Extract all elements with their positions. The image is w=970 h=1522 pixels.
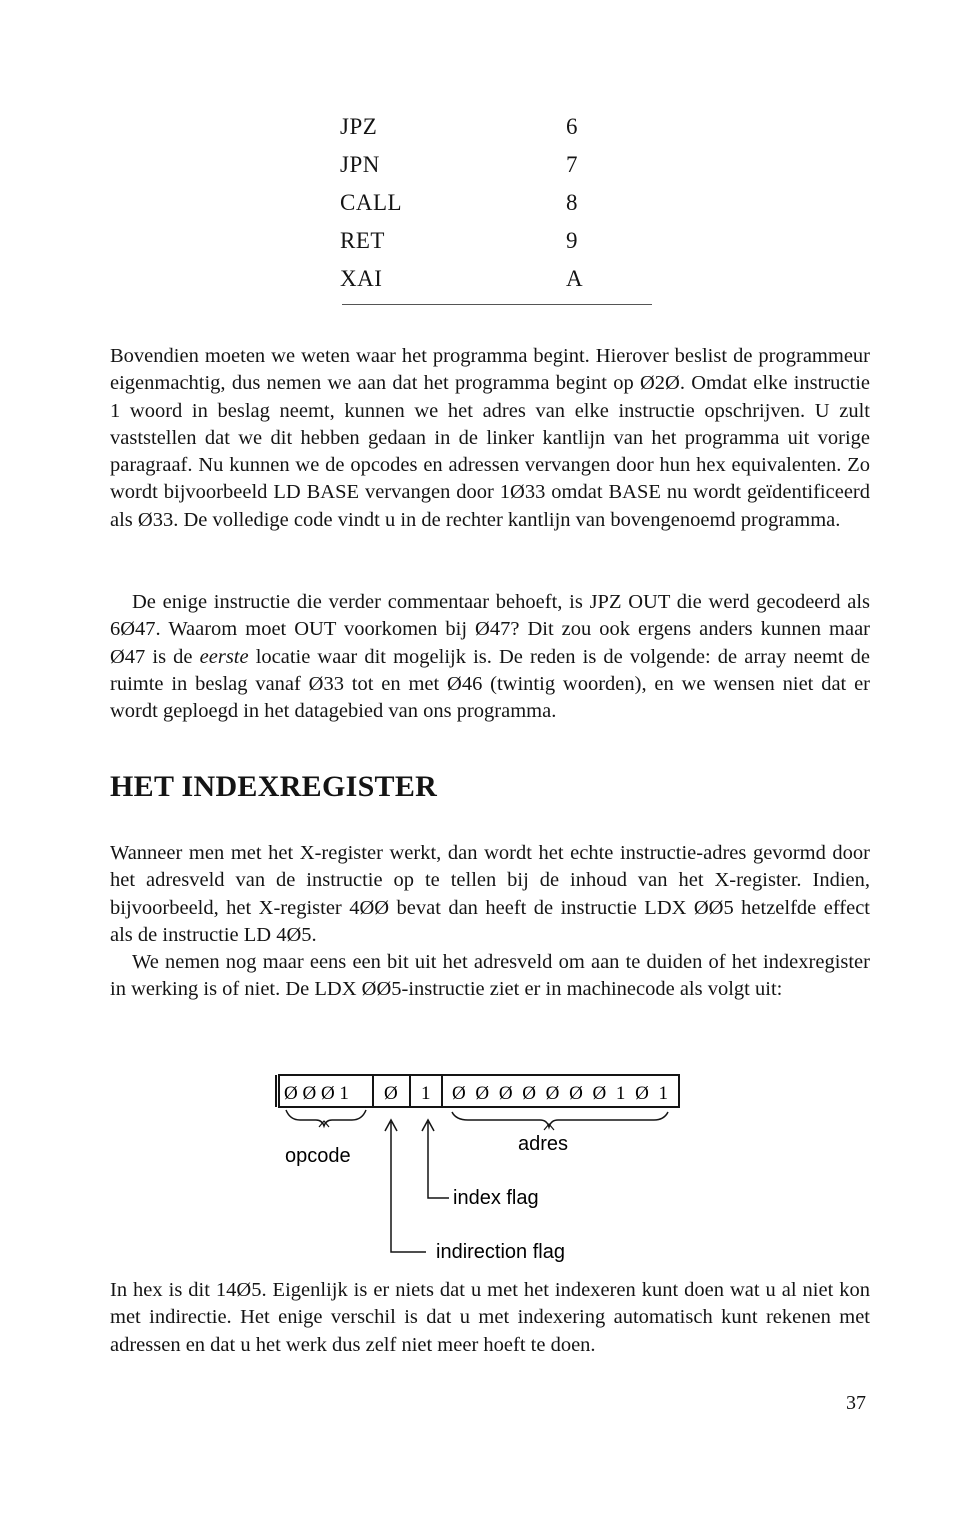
paragraph-text: De enige instructie die verder commentaar behoeft, is JPZ OUT die werd gecodeerd als 6Ø47. Waarom moet OUT voorkomen bij Ø47? Dit zou ook ergens anders kunnen maar Ø47 is de [110, 591, 870, 668]
word-box [279, 1075, 679, 1107]
hex-code-cell: 7 [566, 152, 578, 177]
opcode-arrow-icon [319, 1121, 329, 1127]
index-flag-pointer [428, 1122, 449, 1198]
paragraph-x-register: Wanneer men met het X-register werkt, dan wordt het echte instructie-adres gevormd door het adresveld van de instructie op te tellen bij de inhoud van het X-register. Indien, bijvoorbeeld, het X-register 4ØØ bevat dan heeft de instructie LDX ØØ5 hetzelfde effect als de instructie LD 4Ø5. [110, 842, 870, 946]
paragraph-ldx-instruction [110, 949, 870, 1004]
paragraph-program-start: Bovendien moeten we weten waar het programma begint. Hierover beslist de programmeur eigenmachtig, dus nemen we aan dat het programma begint op Ø2Ø. Omdat elke instructie 1 woord in beslag neemt, kunnen we het adres van elke instructie opschrijven. U zult vaststellen dat we dit hebben gedaan in de linker kantlijn van het programma uit vorige paragraaf. Nu kunnen we de opcodes en adressen vervangen door hun hex equivalenten. Zo wordt bijvoorbeeld LD BASE vervangen door 1Ø33 omdat BASE nu wordt geïdentificeerd als Ø33. De volledige code vindt u in de rechter kantlijn van bovengenoemd programma. [110, 345, 870, 531]
indirection-flag-pointer [391, 1122, 426, 1252]
mnemonic-cell: RET [340, 228, 385, 253]
hex-code-cell: 6 [566, 114, 578, 139]
indirection-bit: Ø [384, 1083, 398, 1104]
opcode-brace [286, 1110, 366, 1126]
indirection-flag-arrow-icon [385, 1120, 397, 1131]
hex-code-cell: A [566, 266, 583, 291]
mnemonic-cell: JPN [340, 152, 380, 177]
address-arrow-icon [544, 1124, 554, 1130]
address-brace [452, 1112, 668, 1127]
paragraph-text: We nemen nog maar eens een bit uit het adresveld om aan te duiden of het indexregister in werking is of niet. De LDX ØØ5-instructie ziet er in machinecode als volgt uit: [110, 951, 870, 1001]
hex-code-cell: 8 [566, 190, 578, 215]
emphasis-eerste: eerste [199, 645, 249, 668]
indirection-flag-label: indirection flag [436, 1241, 565, 1263]
index-flag-label: index flag [453, 1187, 539, 1209]
opcode-table-row [340, 112, 660, 150]
mnemonic-cell: XAI [340, 266, 383, 291]
mnemonic-cell: JPZ [340, 114, 378, 139]
opcode-table [340, 112, 660, 302]
paragraph-text: locatie waar dit mogelijk is. De reden is de volgende: de array neemt de ruimte in beslag vanaf Ø33 tot en met Ø46 (twintig woorden), en we wensen niet dat er wordt geploegd in het datagebied van ons programma. [110, 645, 870, 723]
paragraph-hex-summary: In hex is dit 14Ø5. Eigenlijk is er niets dat u met het indexeren kunt doen wat u al niet kon met indirectie. Het enige verschil is dat u met indexering automatisch kunt rekenen met adressen en dat u het werk dus zelf niet meer hoeft te doen. [110, 1279, 870, 1356]
table-bottom-rule [342, 304, 652, 305]
opcode-table-row [340, 150, 660, 188]
paragraph-jpz-out [110, 589, 870, 725]
opcode-bits: Ø Ø Ø 1 [284, 1083, 349, 1104]
hex-code-cell: 9 [566, 228, 578, 253]
opcode-table-row [340, 226, 660, 264]
index-bit: 1 [421, 1083, 431, 1104]
opcode-table-row [340, 188, 660, 226]
opcode-table-row [340, 264, 660, 302]
page-number: 37 [846, 1392, 866, 1414]
opcode-label: opcode [285, 1145, 351, 1167]
address-bits: Ø Ø Ø Ø Ø Ø Ø 1 Ø 1 [452, 1083, 668, 1104]
address-label: adres [518, 1133, 569, 1155]
mnemonic-cell: CALL [340, 190, 403, 215]
index-flag-arrow-icon [422, 1120, 434, 1131]
section-heading: HET INDEXREGISTER [110, 770, 438, 803]
